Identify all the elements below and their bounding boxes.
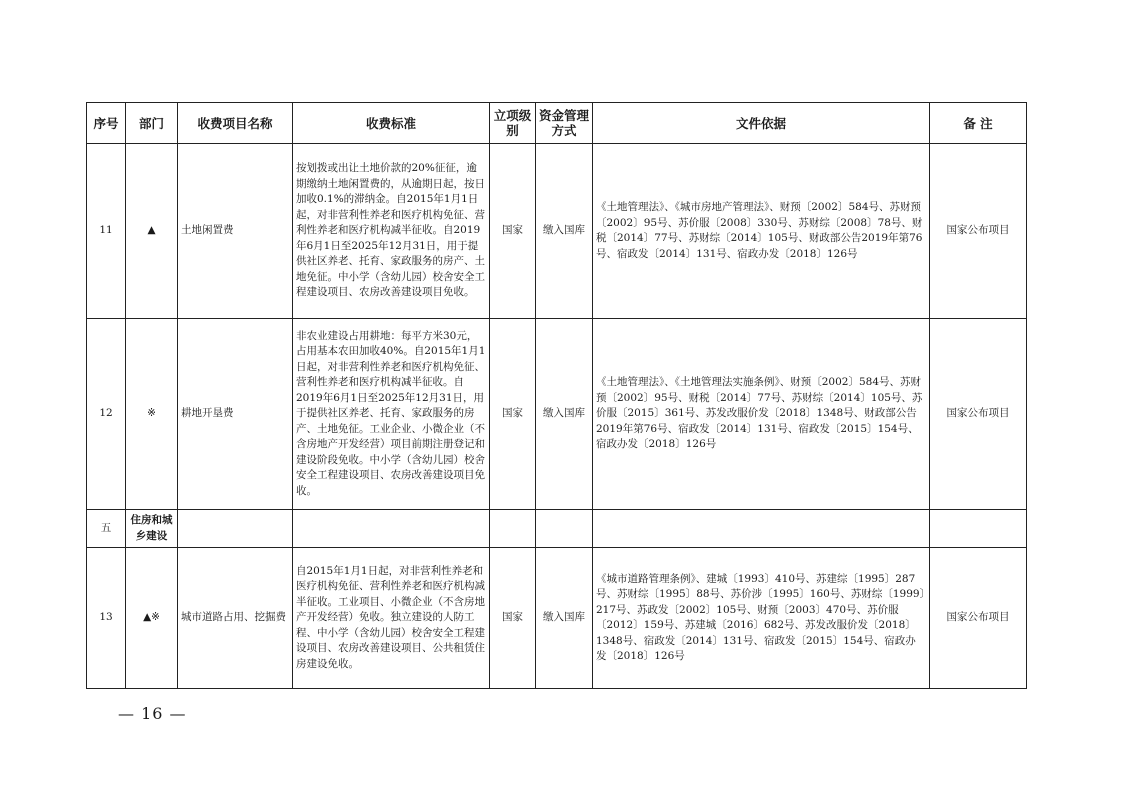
row-docs: 《土地管理法》、《土地管理法实施条例》、财预〔2002〕584号、苏财预〔2002〕95号、财税〔2014〕77号、苏财综〔2014〕105号、苏价服〔2015〕361号、苏发改服价发〔2018〕1348号、财政部公告2019年第76号、宿政发〔2014〕131号、宿政发〔2015〕154号、宿政办发〔2018〕126号 [593,319,930,510]
row-level: 国家 [490,144,536,319]
header-dept: 部门 [126,103,178,144]
row-docs: 《城市道路管理条例》、建城〔1993〕410号、苏建综〔1995〕287号、苏财综〔1995〕88号、苏价涉〔1995〕160号、苏财综〔1999〕217号、苏政发〔2002〕105号、财预〔2003〕470号、苏价服〔2012〕159号、苏建城〔2016〕682号、苏发改服价发〔2018〕1348号、宿政发〔2014〕131号、宿政发〔2015〕154号、宿政办发〔2018〕126号 [593,548,930,689]
row-remark: 国家公布项目 [930,319,1027,510]
header-docs: 文件依据 [593,103,930,144]
row-docs: 《土地管理法》、《城市房地产管理法》、财预〔2002〕584号、苏财预〔2002〕95号、苏价服〔2008〕330号、苏财综〔2008〕78号、财税〔2014〕77号、苏财综〔2014〕105号、财政部公告2019年第76号、宿政发〔2014〕131号、宿政办发〔2018〕126号 [593,144,930,319]
row-fund-mgmt: 缴入国库 [536,548,593,689]
header-seq: 序号 [87,103,126,144]
row-fund-mgmt: 缴入国库 [536,144,593,319]
header-remark: 备 注 [930,103,1027,144]
row-level: 国家 [490,548,536,689]
section-seq: 五 [87,510,126,548]
row-seq: 13 [87,548,126,689]
row-fee-standard: 非农业建设占用耕地：每平方米30元，占用基本农田加收40%。自2015年1月1日起，对非营利性养老和医疗机构免征、营利性养老和医疗机构减半征收。自2019年6月1日至2025年12月31日，用于提供社区养老、托育、家政服务的房产、土地免征。工业企业、小微企业（不含房地产开发经营）项目前期注册登记和建设阶段免收。中小学（含幼儿园）校舍安全工程建设项目、农房改善建设项目免收。 [293,319,490,510]
row-fee-name: 土地闲置费 [178,144,293,319]
table-row [87,548,1027,689]
header-fund-mgmt: 资金管理方式 [536,103,593,144]
header-name: 收费项目名称 [178,103,293,144]
row-seq: 11 [87,144,126,319]
row-fee-standard: 自2015年1月1日起，对非营利性养老和医疗机构免征、营利性养老和医疗机构减半征收。工业项目、小微企业（不含房地产开发经营）免收。独立建设的人防工程、中小学（含幼儿园）校舍安全工程建设项目、农房改善建设项目、公共租赁住房建设免收。 [293,548,490,689]
row-dept-mark: ※ [126,319,178,510]
empty-cell [178,510,293,548]
empty-cell [930,510,1027,548]
row-fee-name: 城市道路占用、挖掘费 [178,548,293,689]
header-level: 立项级别 [490,103,536,144]
row-remark: 国家公布项目 [930,144,1027,319]
header-standard: 收费标准 [293,103,490,144]
page-number: — 16 — [118,704,187,723]
row-seq: 12 [87,319,126,510]
section-row [87,510,1027,548]
row-fee-standard: 按划拨或出让土地价款的20%征征，逾期缴纳土地闲置费的，从逾期日起，按日加收0.1%的滞纳金。自2015年1月1日起，对非营利性养老和医疗机构免征、营利性养老和医疗机构减半征收。自2019年6月1日至2025年12月31日，用于提供社区养老、托育、家政服务的房产、土地免征。中小学（含幼儿园）校舍安全工程建设项目、农房改善建设项目免收。 [293,144,490,319]
table-row [87,144,1027,319]
row-dept-mark: ▲※ [126,548,178,689]
header-row [87,103,1027,144]
empty-cell [536,510,593,548]
row-dept-mark: ▲ [126,144,178,319]
empty-cell [593,510,930,548]
row-level: 国家 [490,319,536,510]
section-dept: 住房和城乡建设 [126,510,178,548]
empty-cell [490,510,536,548]
fee-table [86,102,1027,689]
row-remark: 国家公布项目 [930,548,1027,689]
empty-cell [293,510,490,548]
table-row [87,319,1027,510]
row-fee-name: 耕地开垦费 [178,319,293,510]
row-fund-mgmt: 缴入国库 [536,319,593,510]
